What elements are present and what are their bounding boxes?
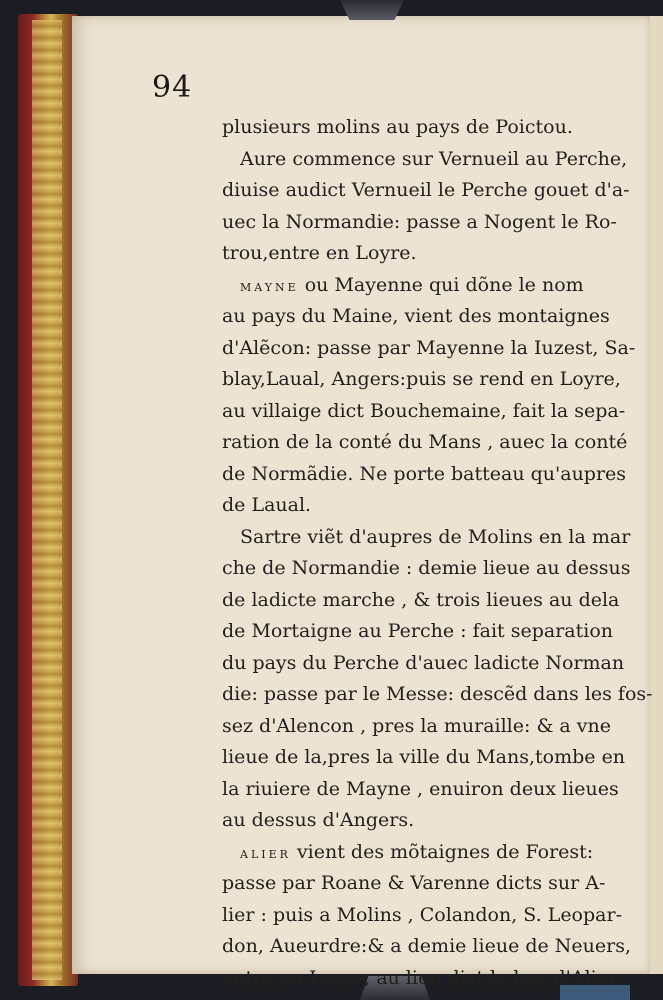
text-line: [222, 616, 622, 648]
line-text: sez d'Alencon , pres la muraille: & a vne: [222, 714, 611, 737]
text-line: [222, 742, 626, 774]
text-line: [222, 459, 627, 491]
text-line: [222, 364, 622, 396]
line-text: entre en Loyre, au lieu dict le bec d'Alier.: [222, 966, 622, 989]
text-line: [222, 553, 631, 585]
line-text: la riuiere de Mayne , enuiron deux lieues: [222, 777, 619, 800]
text-line: [222, 900, 622, 932]
line-text: au dessus d'Angers.: [222, 809, 415, 831]
text-line: [222, 774, 622, 806]
text-line: [222, 963, 622, 995]
line-text: de Mortaigne au Perche : fait separation: [222, 620, 614, 642]
text-line: [222, 238, 622, 270]
text-line: [222, 490, 622, 522]
line-text: du pays du Perche d'auec ladicte Norman: [222, 651, 625, 674]
line-text: blay,Laual, Angers:puis se rend en Loyre,: [222, 368, 621, 390]
line-text: trou,entre en Loyre.: [222, 242, 417, 264]
line-text: lier : puis a Molins , Colandon, S. Leopar-: [222, 903, 622, 926]
text-line: [222, 112, 622, 144]
text-line: [222, 679, 653, 711]
line-text: diuise audict Vernueil le Perche gouet d'a-: [222, 179, 630, 201]
line-text: don, Aueurdre:& a demie lieue de Neuers,: [222, 935, 632, 957]
line-text: Sartre viẽt d'aupres de Molins en la mar: [240, 525, 631, 548]
facing-page-sliver: [650, 16, 663, 974]
line-text: au pays du Maine, vient des montaignes: [222, 305, 610, 327]
body-text: [222, 112, 653, 994]
text-line: [222, 301, 622, 333]
text-line: [222, 427, 628, 459]
text-line: [222, 396, 626, 428]
line-text: au villaige dict Bouchemaine, fait la sepa-: [222, 399, 626, 422]
line-text: die: passe par le Messe: descẽd dans les fos-: [222, 683, 653, 705]
line-text: d'Alẽcon: passe par Mayenne la Iuzest, Sa-: [222, 336, 636, 359]
text-line: [222, 333, 636, 365]
text-line: [222, 711, 622, 743]
line-text: ration de la conté du Mans , auec la conté: [222, 431, 628, 453]
line-text: vient des mõtaignes de Forest:: [290, 840, 594, 863]
text-line: [222, 837, 622, 869]
text-line: [222, 868, 622, 900]
line-text: plusieurs molins au pays de Poictou.: [222, 116, 573, 138]
line-text: passe par Roane & Varenne dicts sur A-: [222, 872, 606, 894]
text-line: [222, 648, 625, 680]
text-line: [222, 175, 630, 207]
text-line: [222, 585, 622, 617]
text-line: [222, 522, 631, 554]
line-text: ou Mayenne qui dõne le nom: [298, 273, 584, 296]
text-line: [222, 207, 622, 239]
line-text: lieue de la,pres la ville du Mans,tombe en: [222, 746, 626, 768]
line-text: de Normãdie. Ne porte batteau qu'aupres: [222, 462, 627, 485]
page-number: 94: [152, 70, 193, 105]
line-text: Aure commence sur Vernueil au Perche,: [240, 147, 628, 170]
line-text: uec la Normandie: passe a Nogent le Ro-: [222, 210, 617, 233]
text-line: [222, 805, 622, 837]
text-line: [222, 270, 622, 302]
page-clip-top: [340, 0, 404, 20]
river-name-smallcaps: alier: [240, 843, 291, 862]
gilt-page-edge: [32, 20, 62, 980]
river-name-smallcaps: mayne: [240, 276, 299, 295]
text-line: [222, 931, 632, 963]
line-text: de Laual.: [222, 494, 312, 516]
line-text: de ladicte marche , & trois lieues au dela: [222, 588, 620, 611]
text-line: [222, 144, 628, 176]
line-text: che de Normandie : demie lieue au dessus: [222, 557, 631, 579]
